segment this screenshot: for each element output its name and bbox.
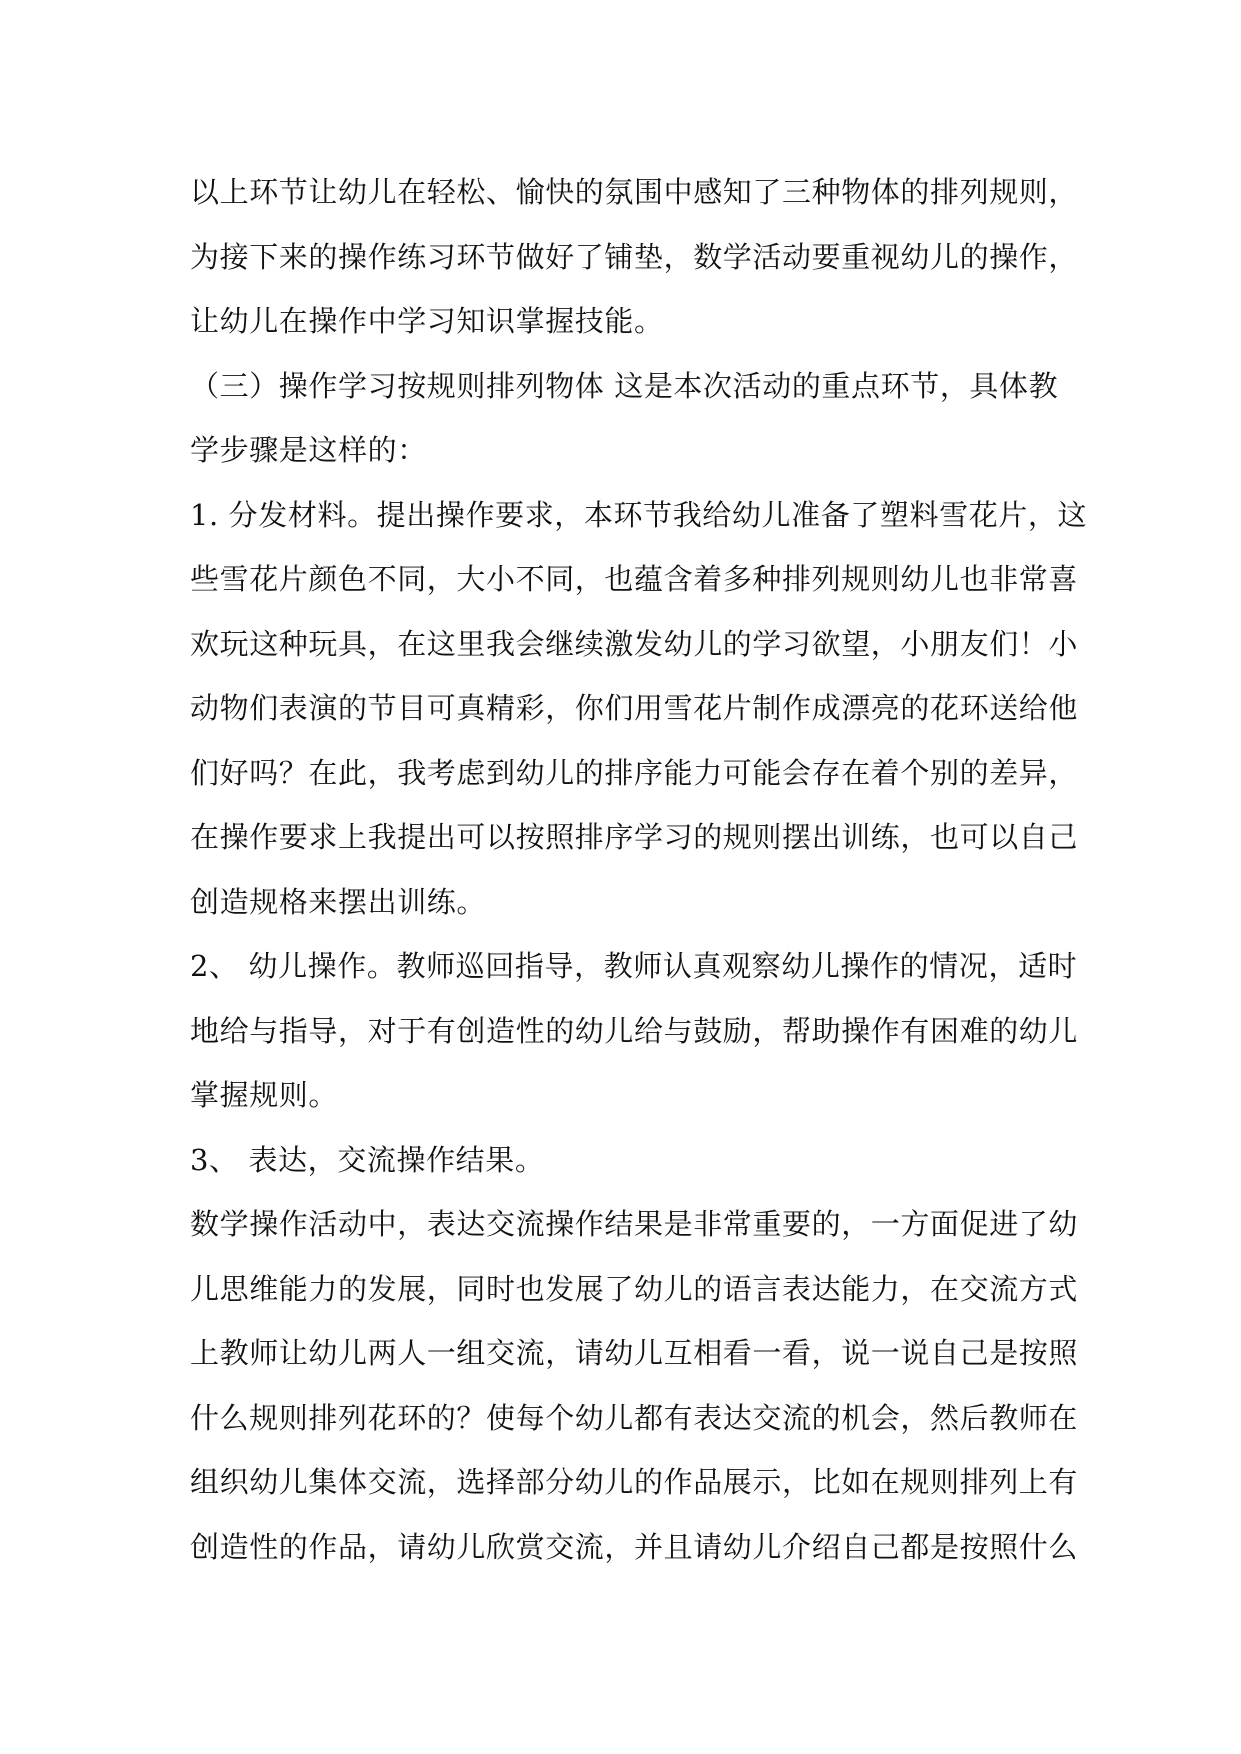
document-body [190, 160, 1088, 1579]
list-item-line: 2、 幼儿操作。教师巡回指导，教师认真观察幼儿操作的情况，适时 [190, 949, 1078, 983]
text-line: 们好吗？在此，我考虑到幼儿的排序能力可能会存在着个别的差异， [190, 755, 1079, 790]
text-line: 为接下来的操作练习环节做好了铺垫，数学活动要重视幼儿的操作， [190, 239, 1079, 274]
text-line: 在操作要求上我提出可以按照排序学习的规则摆出训练，也可以自己 [190, 820, 1079, 854]
text-line: 儿思维能力的发展，同时也发展了幼儿的语言表达能力，在交流方式 [190, 1271, 1079, 1306]
text-line: 欢玩这种玩具，在这里我会继续激发幼儿的学习欲望，小朋友们！小 [190, 626, 1079, 661]
text-line: 以上环节让幼儿在轻松、愉快的氛围中感知了三种物体的排列规则， [190, 175, 1079, 209]
text-line: 地给与指导，对于有创造性的幼儿给与鼓励，帮助操作有困难的幼儿 [190, 1013, 1079, 1048]
text-line: 创造规格来摆出训练。 [190, 884, 487, 919]
text-line: 什么规则排列花环的？使每个幼儿都有表达交流的机会，然后教师在 [190, 1400, 1079, 1435]
text-line: 上教师让幼儿两人一组交流，请幼儿互相看一看，说一说自己是按照 [190, 1336, 1079, 1370]
section-heading-line: （三）操作学习按规则排列物体 这是本次活动的重点环节，具体教 [190, 368, 1059, 403]
text-line: 让幼儿在操作中学习知识掌握技能。 [190, 304, 664, 338]
text-line: 掌握规则。 [190, 1078, 339, 1112]
list-item-line: 1. 分发材料。提出操作要求，本环节我给幼儿准备了塑料雪花片，这 [190, 497, 1088, 532]
text-line: 组织幼儿集体交流，选择部分幼儿的作品展示，比如在规则排列上有 [190, 1465, 1079, 1499]
text-line: 创造性的作品，请幼儿欣赏交流，并且请幼儿介绍自己都是按照什么 [190, 1529, 1079, 1564]
text-line: 些雪花片颜色不同，大小不同，也蕴含着多种排列规则幼儿也非常喜 [190, 562, 1079, 596]
list-item-line: 3、 表达，交流操作结果。 [190, 1142, 545, 1177]
text-line: 数学操作活动中，表达交流操作结果是非常重要的，一方面促进了幼 [190, 1207, 1079, 1241]
text-line: 动物们表演的节目可真精彩，你们用雪花片制作成漂亮的花环送给他 [190, 691, 1079, 725]
text-line: 学步骤是这样的： [190, 433, 427, 467]
